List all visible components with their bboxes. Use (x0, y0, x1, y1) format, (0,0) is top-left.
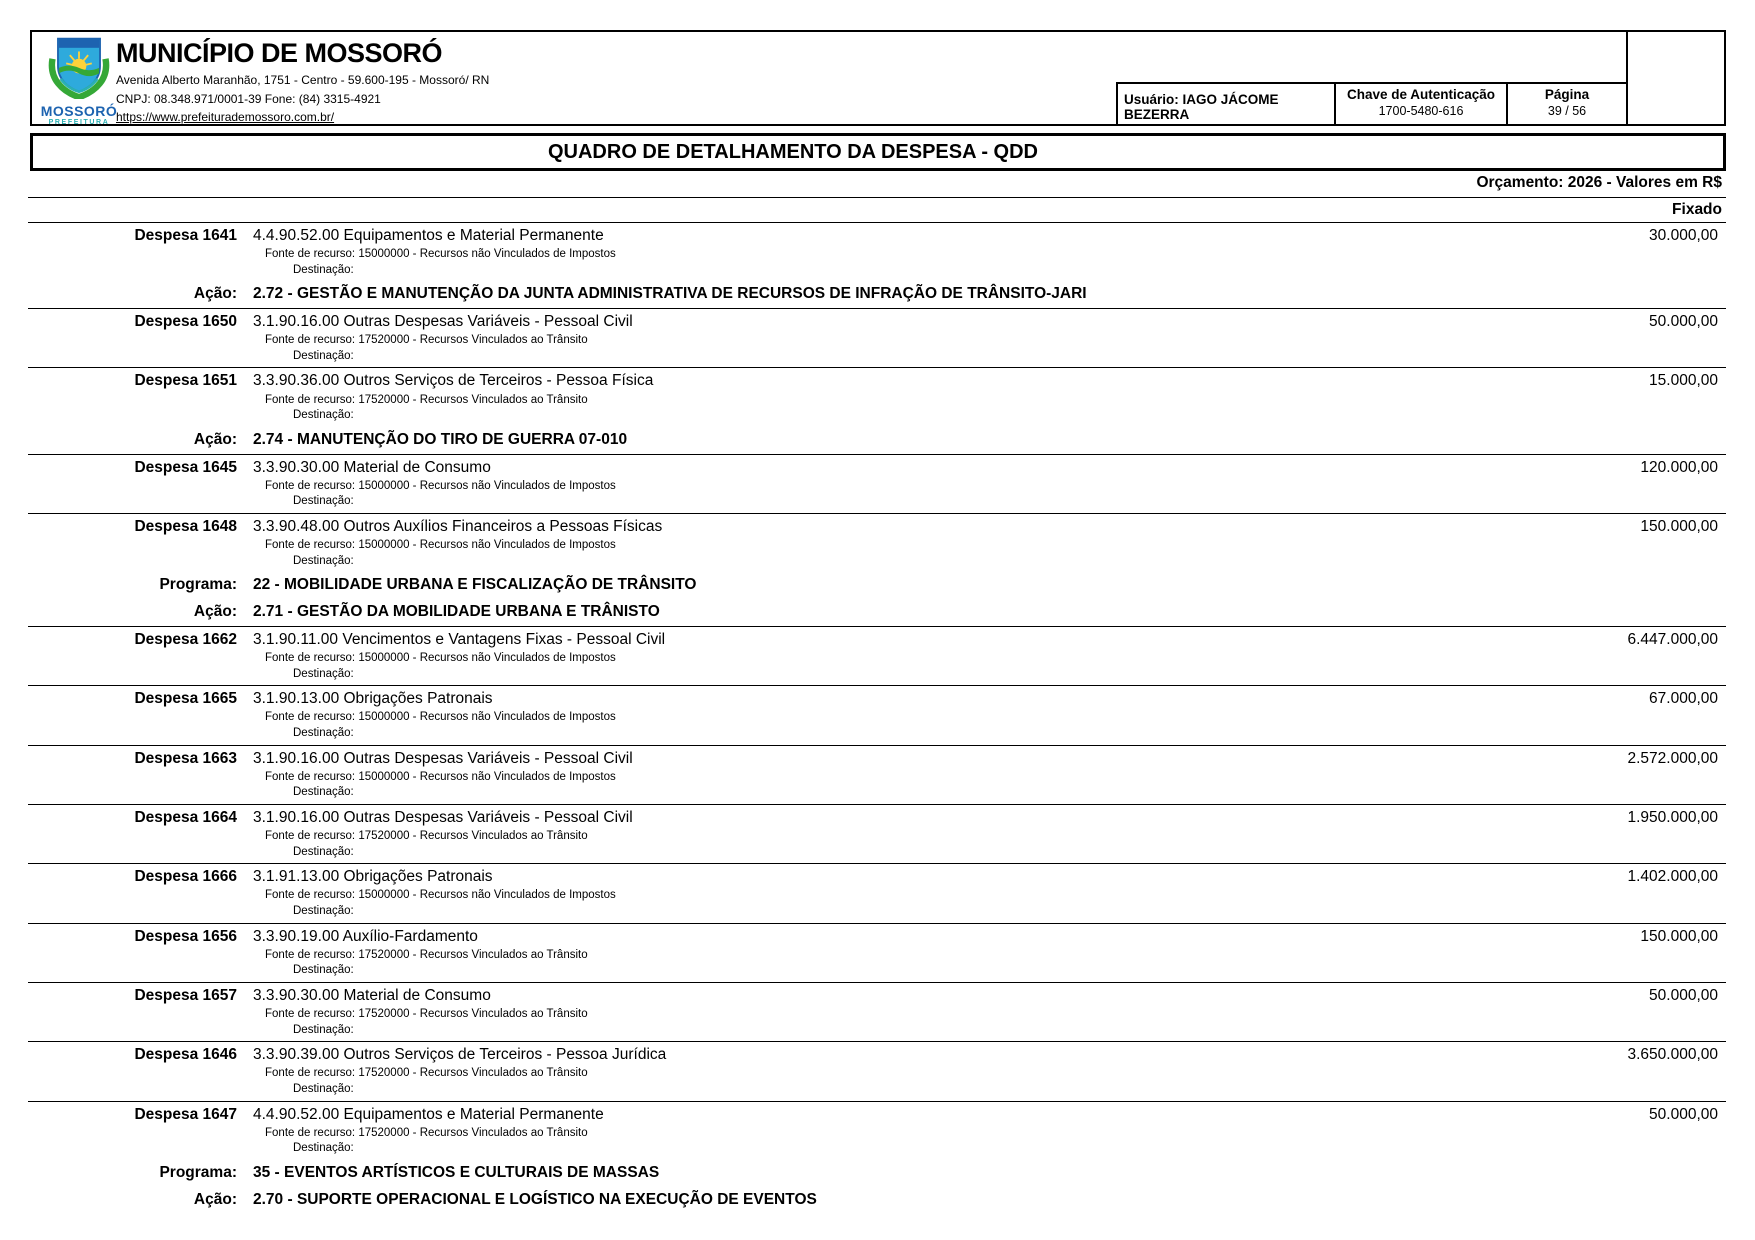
despesa-number-label: Despesa 1645 (134, 458, 237, 476)
despesa-fixed-value: 120.000,00 (1640, 458, 1718, 476)
despesa-destination-label: Destinação: (293, 554, 354, 567)
despesa-fixed-value: 150.000,00 (1640, 927, 1718, 945)
despesa-destination-label: Destinação: (293, 964, 354, 977)
acao-text: 2.74 - MANUTENÇÃO DO TIRO DE GUERRA 07-010 (253, 430, 628, 448)
auth-key-cell (1334, 84, 1506, 124)
municipality-cnpj-phone: CNPJ: 08.348.971/0001-39 Fone: (84) 3315-4921 (116, 91, 381, 106)
despesa-row (28, 367, 1726, 426)
despesa-detail (253, 809, 1490, 858)
despesa-funding-source: Fonte de recurso: 17520000 - Recursos Vinculados ao Trânsito (265, 393, 588, 406)
despesa-fixed-value: 3.650.000,00 (1627, 1046, 1718, 1064)
despesa-fixed-value: 1.402.000,00 (1627, 868, 1718, 886)
despesa-description: 3.3.90.39.00 Outros Serviços de Terceiros - Pessoa Jurídica (253, 1046, 667, 1064)
despesa-funding-source: Fonte de recurso: 15000000 - Recursos não Vinculados de Impostos (265, 889, 616, 902)
user-name: Usuário: IAGO JÁCOME BEZERRA (1124, 92, 1279, 122)
despesa-destination-label: Destinação: (293, 904, 354, 917)
despesa-destination-label: Destinação: (293, 1142, 354, 1155)
logo-wordmark: MOSSORÓ (40, 103, 118, 119)
despesa-fixed-value: 30.000,00 (1649, 227, 1718, 244)
acao-label: Ação: (193, 285, 237, 303)
municipality-name: MUNICÍPIO DE MOSSORÓ (116, 38, 443, 68)
despesa-description: 3.1.90.16.00 Outras Despesas Variáveis - Pessoal Civil (253, 808, 633, 826)
programa-text: 35 - EVENTOS ARTÍSTICOS E CULTURAIS DE MASSAS (253, 1163, 660, 1181)
despesa-row (28, 804, 1726, 863)
acao-row (28, 281, 1726, 308)
despesa-funding-source: Fonte de recurso: 17520000 - Recursos Vinculados ao Trânsito (265, 1126, 588, 1139)
despesa-destination-label: Destinação: (293, 726, 354, 739)
acao-row (28, 1187, 1726, 1214)
mossoro-crest-icon (46, 35, 112, 99)
despesa-description: 4.4.90.52.00 Equipamentos e Material Permanente (253, 1105, 604, 1123)
despesa-description: 3.3.90.48.00 Outros Auxílios Financeiros a Pessoas Físicas (253, 517, 663, 535)
programa-text: 22 - MOBILIDADE URBANA E FISCALIZAÇÃO DE TRÂNSITO (253, 576, 697, 594)
despesa-detail (253, 690, 1490, 739)
despesa-funding-source: Fonte de recurso: 15000000 - Recursos não Vinculados de Impostos (265, 770, 616, 783)
despesa-destination-label: Destinação: (293, 786, 354, 799)
despesa-row (28, 222, 1726, 281)
programa-row (28, 572, 1726, 599)
despesa-detail (253, 372, 1490, 421)
despesa-detail (253, 227, 1490, 276)
despesa-funding-source: Fonte de recurso: 17520000 - Recursos Vinculados ao Trânsito (265, 948, 588, 961)
acao-text: 2.71 - GESTÃO DA MOBILIDADE URBANA E TRÂNISTO (253, 603, 660, 621)
despesa-fixed-value: 50.000,00 (1649, 313, 1718, 331)
despesa-number-label: Despesa 1663 (134, 749, 237, 767)
despesa-destination-label: Destinação: (293, 495, 354, 508)
despesa-description: 3.1.90.16.00 Outras Despesas Variáveis - Pessoal Civil (253, 313, 633, 331)
despesa-funding-source: Fonte de recurso: 15000000 - Recursos não Vinculados de Impostos (265, 711, 616, 724)
despesa-detail (253, 750, 1490, 799)
despesa-description: 3.1.91.13.00 Obrigações Patronais (253, 868, 493, 886)
despesa-destination-label: Destinação: (293, 409, 354, 422)
acao-row (28, 599, 1726, 626)
despesa-row (28, 1101, 1726, 1160)
despesa-detail (253, 459, 1490, 508)
programa-row (28, 1160, 1726, 1187)
programa-label: Programa: (159, 1163, 237, 1181)
despesa-detail (253, 987, 1490, 1036)
despesa-fixed-value: 2.572.000,00 (1627, 749, 1718, 767)
acao-text: 2.70 - SUPORTE OPERACIONAL E LOGÍSTICO NA EXECUÇÃO DE EVENTOS (253, 1190, 817, 1208)
despesa-description: 3.3.90.30.00 Material de Consumo (253, 986, 491, 1004)
despesa-fixed-value: 50.000,00 (1649, 986, 1718, 1004)
despesa-fixed-value: 50.000,00 (1649, 1105, 1718, 1123)
despesa-detail (253, 518, 1490, 567)
despesa-fixed-value: 15.000,00 (1649, 372, 1718, 390)
despesa-detail (253, 1046, 1490, 1095)
acao-label: Ação: (193, 1190, 237, 1208)
acao-text: 2.72 - GESTÃO E MANUTENÇÃO DA JUNTA ADMINISTRATIVA DE RECURSOS DE INFRAÇÃO DE TRÂNSITO-JARI (253, 285, 1087, 303)
despesa-destination-label: Destinação: (293, 1023, 354, 1036)
acao-row (28, 427, 1726, 454)
despesa-destination-label: Destinação: (293, 349, 354, 362)
auth-info-table (1116, 82, 1628, 126)
despesa-number-label: Despesa 1666 (134, 868, 237, 886)
despesa-row (28, 513, 1726, 572)
municipality-address: Avenida Alberto Maranhão, 1751 - Centro - 59.600-195 - Mossoró/ RN (116, 73, 490, 87)
despesa-row (28, 308, 1726, 367)
municipality-logo (40, 35, 118, 127)
despesa-funding-source: Fonte de recurso: 17520000 - Recursos Vinculados ao Trânsito (265, 829, 588, 842)
despesa-number-label: Despesa 1647 (134, 1105, 237, 1123)
document-header (30, 30, 1628, 126)
despesa-detail (253, 928, 1490, 977)
despesa-description: 3.1.90.11.00 Vencimentos e Vantagens Fixas - Pessoal Civil (253, 630, 666, 648)
logo-subtitle: PREFEITURA (48, 119, 110, 126)
despesa-description: 3.3.90.19.00 Auxílio-Fardamento (253, 927, 478, 945)
despesa-funding-source: Fonte de recurso: 17520000 - Recursos Vinculados ao Trânsito (265, 334, 588, 347)
despesa-number-label: Despesa 1651 (134, 372, 237, 390)
despesa-number-label: Despesa 1665 (134, 690, 237, 708)
despesa-number-label: Despesa 1641 (134, 227, 237, 244)
despesa-description: 3.1.90.16.00 Outras Despesas Variáveis - Pessoal Civil (253, 749, 633, 767)
report-subtitle: Orçamento: 2026 - Valores em R$ (28, 174, 1726, 198)
despesa-detail (253, 1106, 1490, 1155)
page-indicator-cell (1506, 84, 1626, 124)
despesa-row (28, 863, 1726, 922)
despesa-destination-label: Destinação: (293, 1082, 354, 1095)
despesa-number-label: Despesa 1662 (134, 630, 237, 648)
despesa-fixed-value: 1.950.000,00 (1627, 808, 1718, 826)
auth-key-label: Chave de Autenticação (1346, 87, 1496, 102)
despesa-funding-source: Fonte de recurso: 15000000 - Recursos não Vinculados de Impostos (265, 479, 616, 492)
despesa-funding-source: Fonte de recurso: 15000000 - Recursos não Vinculados de Impostos (265, 651, 616, 664)
report-title: QUADRO DE DETALHAMENTO DA DESPESA - QDD (30, 133, 1726, 171)
page-label: Página (1544, 87, 1590, 102)
despesa-number-label: Despesa 1648 (134, 517, 237, 535)
despesa-destination-label: Destinação: (293, 845, 354, 858)
despesa-detail (253, 631, 1490, 680)
despesa-destination-label: Destinação: (293, 667, 354, 680)
despesa-row (28, 982, 1726, 1041)
despesa-fixed-value: 150.000,00 (1640, 517, 1718, 535)
despesa-description: 3.3.90.36.00 Outros Serviços de Terceiros - Pessoa Física (253, 372, 654, 390)
despesa-description: 3.3.90.30.00 Material de Consumo (253, 458, 491, 476)
despesa-number-label: Despesa 1657 (134, 986, 237, 1004)
header-empty-box (1628, 30, 1726, 126)
despesa-number-label: Despesa 1656 (134, 927, 237, 945)
despesa-row (28, 685, 1726, 744)
municipality-website-link[interactable]: https://www.prefeiturademossoro.com.br/ (116, 110, 335, 125)
expense-table (28, 222, 1726, 1213)
page-number: 39 / 56 (1547, 104, 1587, 118)
despesa-row (28, 923, 1726, 982)
despesa-detail (253, 868, 1490, 917)
despesa-row (28, 1041, 1726, 1100)
column-header-fixado: Fixado (1672, 201, 1722, 218)
despesa-row (28, 745, 1726, 804)
despesa-description: 3.1.90.13.00 Obrigações Patronais (253, 690, 493, 708)
auth-key-value: 1700-5480-616 (1378, 104, 1464, 118)
despesa-detail (253, 313, 1490, 362)
despesa-funding-source: Fonte de recurso: 15000000 - Recursos não Vinculados de Impostos (265, 538, 616, 551)
despesa-row (28, 454, 1726, 513)
despesa-funding-source: Fonte de recurso: 17520000 - Recursos Vinculados ao Trânsito (265, 1007, 588, 1020)
despesa-destination-label: Destinação: (293, 263, 354, 276)
despesa-fixed-value: 67.000,00 (1649, 690, 1718, 708)
acao-label: Ação: (193, 430, 237, 448)
programa-label: Programa: (159, 576, 237, 594)
despesa-description: 4.4.90.52.00 Equipamentos e Material Permanente (253, 227, 604, 244)
despesa-fixed-value: 6.447.000,00 (1627, 630, 1718, 648)
despesa-row (28, 626, 1726, 685)
despesa-number-label: Despesa 1650 (134, 313, 237, 331)
report-body (28, 174, 1726, 1213)
despesa-funding-source: Fonte de recurso: 17520000 - Recursos Vinculados ao Trânsito (265, 1067, 588, 1080)
acao-label: Ação: (193, 603, 237, 621)
despesa-funding-source: Fonte de recurso: 15000000 - Recursos não Vinculados de Impostos (265, 248, 616, 261)
despesa-number-label: Despesa 1646 (134, 1046, 237, 1064)
despesa-number-label: Despesa 1664 (134, 808, 237, 826)
